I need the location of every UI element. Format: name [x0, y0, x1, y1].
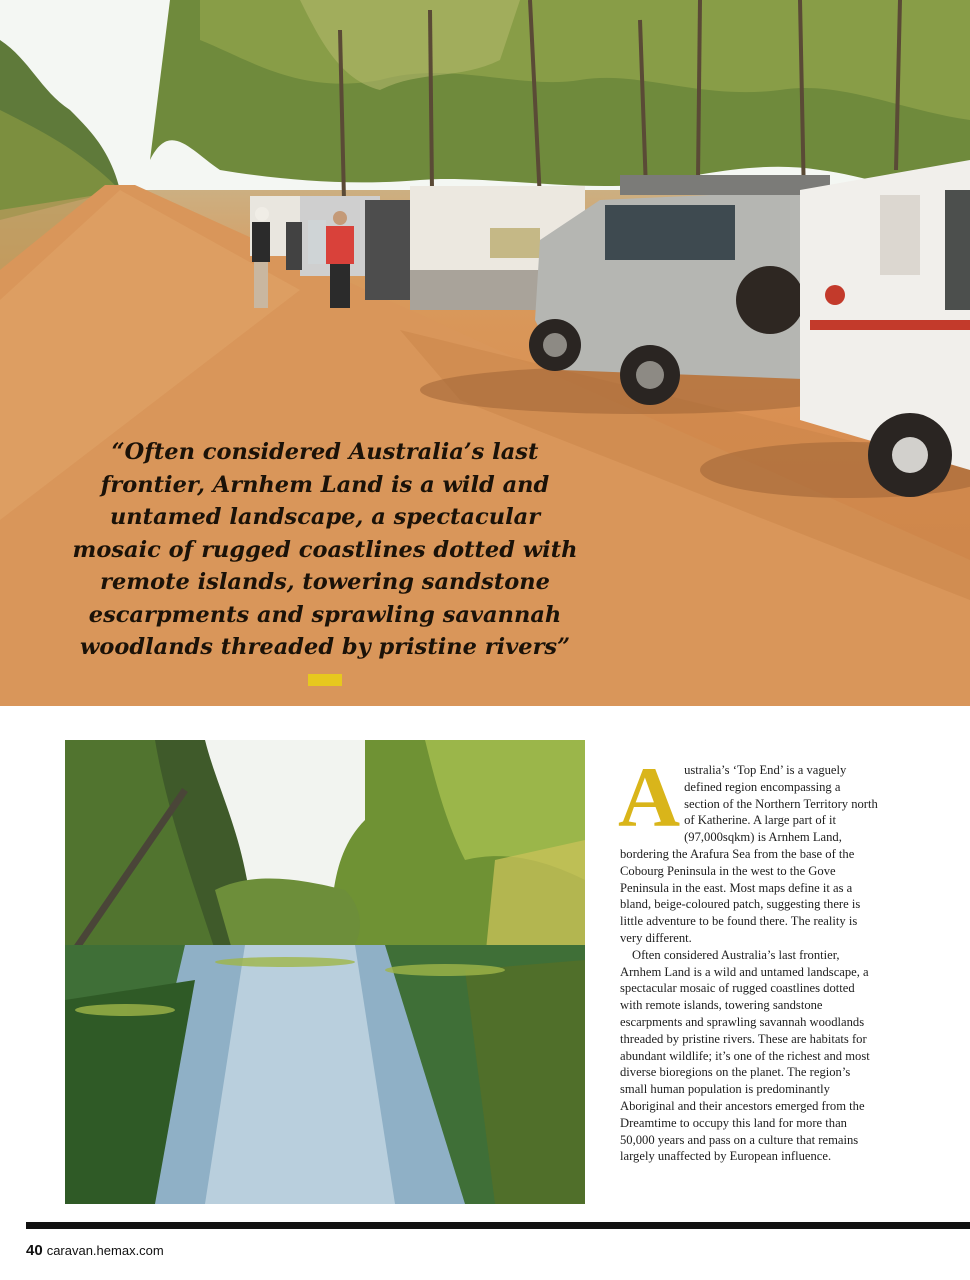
river-photo-illustration: [65, 740, 585, 1204]
article-body: [618, 749, 878, 1165]
article-paragraph-1: [618, 749, 878, 947]
footer-site: caravan.hemax.com: [46, 1243, 164, 1258]
page-number: 40: [26, 1242, 43, 1259]
drop-cap: A: [618, 749, 681, 845]
pull-quote: “Often considered Australia’s last frontier, Arnhem Land is a wild and untamed landscape, a spectacular mosaic of rugged coastlines dotted with remote islands, towering sandstone escarpments and sprawling savannah woodlands threaded by pristine rivers”: [72, 439, 578, 660]
river-photo: [65, 740, 585, 1204]
pull-quote-accent-bar: [308, 674, 342, 686]
footer-folio: [26, 1242, 164, 1259]
footer-rule: [26, 1222, 970, 1229]
article-paragraph-1-text: ustralia’s ‘Top End’ is a vaguely defined region encompassing a section of the Northern Territory north of Katherine. A large part of it (97,000sqkm) is Arnhem Land, bordering the Arafura Sea from the base of the Cobourg Peninsula in the west to the Gove Peninsula in the east. Most maps define it as a bland, beige-coloured patch, suggesting there is little adventure to be found there. The reality is very different.: [620, 763, 878, 945]
article-paragraph-2: Often considered Australia’s last frontier, Arnhem Land is a wild and untamed landscape, a spectacular mosaic of rugged coastlines dotted with remote islands, towering sandstone escarpments and sprawling savannah woodlands threaded by pristine rivers. These are habitats for abundant wildlife; it’s one of the richest and most diverse bioregions on the planet. The region’s small human population is predominantly Aboriginal and their ancestors emerged from the Dreamtime to occupy this land for more than 50,000 years and pass on a culture that remains largely unaffected by European influence.: [620, 947, 870, 1164]
